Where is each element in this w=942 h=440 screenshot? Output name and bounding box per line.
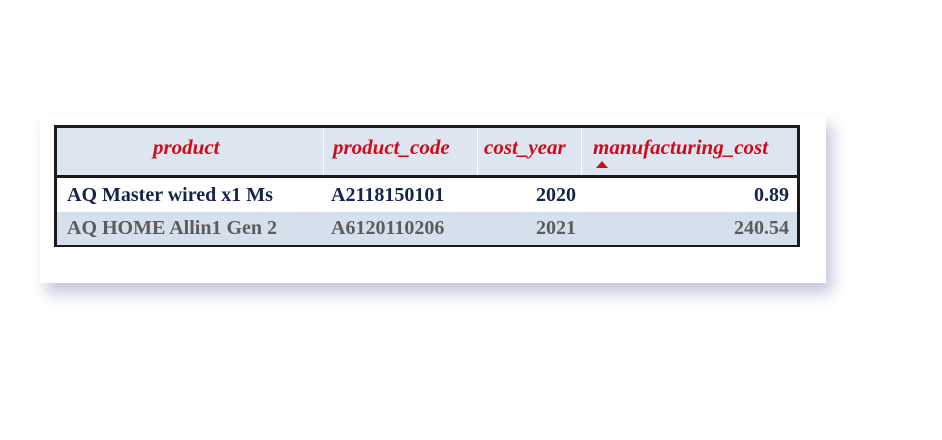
sort-ascending-icon[interactable]	[596, 161, 608, 168]
column-header-cost-year[interactable]: cost_year	[484, 135, 566, 159]
table-row[interactable]	[57, 179, 797, 212]
column-divider	[323, 128, 324, 175]
cell-cost-year: 2020	[536, 184, 576, 206]
column-header-product[interactable]: product	[153, 135, 220, 159]
column-divider	[477, 128, 478, 175]
cell-product: AQ Master wired x1 Ms	[67, 184, 273, 206]
column-divider	[581, 128, 582, 175]
cell-manufacturing-cost: 240.54	[734, 217, 789, 239]
table-card	[40, 115, 826, 283]
data-table	[54, 125, 800, 247]
table-header-row	[57, 128, 797, 178]
cell-product: AQ HOME Allin1 Gen 2	[67, 217, 278, 239]
table-row[interactable]	[57, 212, 797, 245]
cell-cost-year: 2021	[536, 217, 576, 239]
cell-product-code: A2118150101	[331, 184, 445, 206]
cell-manufacturing-cost: 0.89	[754, 184, 789, 206]
cell-product-code: A6120110206	[331, 217, 445, 239]
column-header-manufacturing-cost[interactable]: manufacturing_cost	[593, 135, 769, 159]
column-header-product-code[interactable]: product_code	[333, 135, 450, 159]
